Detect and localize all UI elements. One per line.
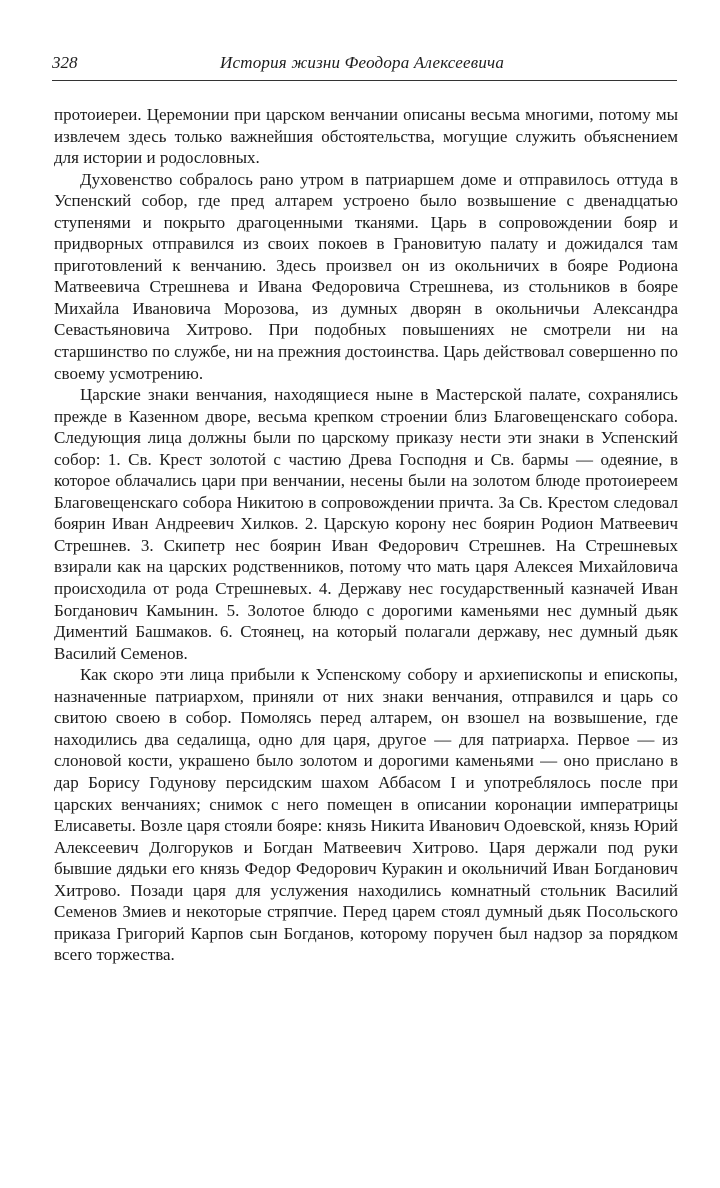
paragraph-cathedral: Как скоро эти лица прибыли к Успенскому собору и архиепископы и епископы, назначенные патриархом, приняли от них знаки венчания, отправился и царь со свитою своею в собор. Помолясь перед алтарем, он взошел на возвышение, где находились два седалища, одно для царя, другое — для патриарха. Первое — из слоновой кости, украшено было золотом и дорогими каменьями — оно прислано в дар Борису Годунову персидским шахом Аббасом I и употреблялось после при царских венчаниях; снимок с него помещен в описании коронации императрицы Елисаветы. Возле царя стояли бояре: князь Никита Иванович Одоевской, князь Юрий Алексеевич Долгоруков и Богдан Матвеевич Хитрово. Царя держали под руки бывшие дядьки его князь Федор Федорович Куракин и окольничий Иван Богданович Хитрово. Позади царя для услужения находились комнатный стольник Василий Семенов Змиев и некоторые стряпчие. Перед царем стоял думный дьяк Посольского приказа Григорий Карпов сын Богданов, которому поручен был надзор за порядком всего торжества. bbox=[54, 665, 678, 965]
running-title: История жизни Феодора Алексеевича bbox=[220, 53, 505, 72]
body-text bbox=[54, 104, 678, 966]
paragraph-regalia: Царские знаки венчания, находящиеся ныне в Мастерской палате, сохранялись прежде в Казенном дворе, весьма крепком строении близ Благовещенскаго собора. Следующия лица должны были по царскому приказу нести эти знаки в Успенский собор: 1. Св. Крест золотой с частию Древа Господня и Св. бармы — одеяние, в которое облачались цари при венчании, несены были на золотом блюде протоиереем Благовещенскаго собора Никитою в сопровождении причта. За Св. Крестом следовал боярин Иван Андреевич Хилков. 2. Царскую корону нес боярин Родион Матвеевич Стрешнев. 3. Скипетр нес боярин Иван Федорович Стрешнев. На Стрешневых взирали как на царских родственников, потому что мать царя Алексея Михайловича происходила от рода Стрешневых. 4. Державу нес государственный казначей Иван Богданович Камынин. 5. Золотое блюдо с дорогими каменьями нес думный дьяк Диментий Башмаков. 6. Стоянец, на который полагали державу, нес думный дьяк Василий Семенов. bbox=[54, 385, 678, 663]
paragraph-continuation: протоиереи. Церемонии при царском венчании описаны весьма многими, потому мы извлечем здесь только важнейшия обстоятельства, могущие служить объяснением для истории и родословных. bbox=[54, 105, 678, 168]
page-number: 328 bbox=[52, 53, 78, 72]
paragraph-clergy: Духовенство собралось рано утром в патриаршем доме и отправилось оттуда в Успенский собор, где пред алтарем устроено было возвышение с двенадцатью ступенями и покрыто драгоценными тканями. Царь в сопровождении бояр и придворных отправился из своих покоев в Грановитую палату и дожидался там приготовлений к венчанию. Здесь произвел он из окольничих в бояре Родиона Матвеевича Стрешнева и Ивана Федоровича Стрешнева, из стольников в бояре Михайла Ивановича Морозова, из думных дворян в окольничьи Александра Севастьяновича Хитрово. При подобных повышениях не смотрели ни на старшинство по службе, ни на прежния достоинства. Царь действовал совершенно по своему усмотрению. bbox=[54, 169, 678, 383]
header-rule bbox=[52, 80, 677, 81]
running-head bbox=[52, 52, 677, 82]
